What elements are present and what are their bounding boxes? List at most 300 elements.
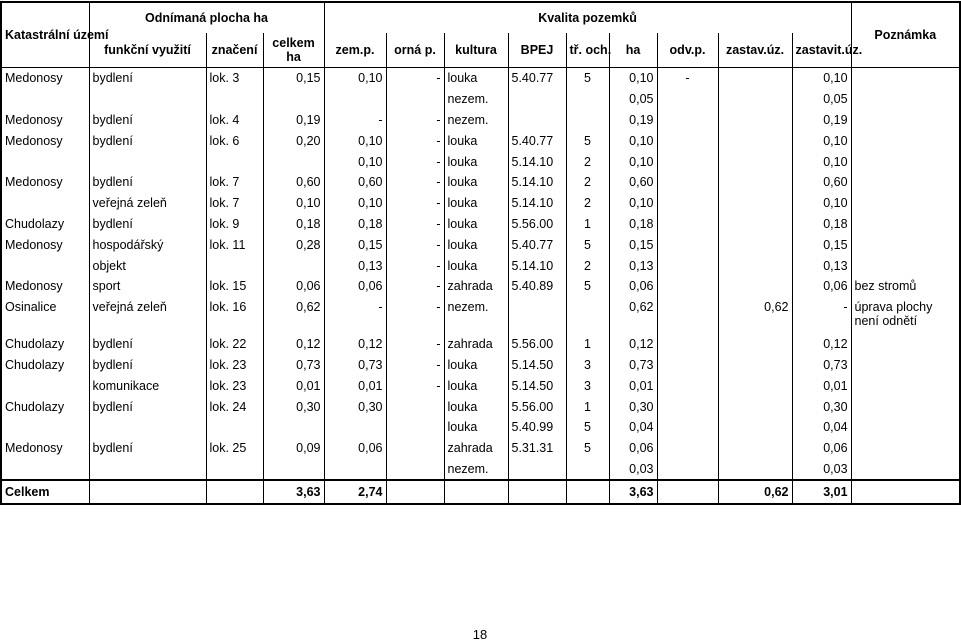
cell-funkcni-vyuziti: bydlení xyxy=(89,110,206,131)
cell-zastav-uz xyxy=(718,255,792,276)
cell-znaceni: lok. 24 xyxy=(206,396,263,417)
cell-znaceni: lok. 23 xyxy=(206,375,263,396)
cell-zastav-uz xyxy=(718,68,792,89)
cell-zastavit-uz: 0,10 xyxy=(792,68,851,89)
cell-zastavit-uz: 0,18 xyxy=(792,214,851,235)
header-funkcni-vyuziti: funkční využití xyxy=(89,33,206,68)
cell-ha: 0,06 xyxy=(609,438,657,459)
cell-kultura: louka xyxy=(444,255,508,276)
cell-zastav-uz: 0,62 xyxy=(718,297,792,334)
cell-zastav-uz xyxy=(718,396,792,417)
cell-zastav-uz xyxy=(718,459,792,481)
land-table xyxy=(0,1,961,505)
cell-ha: 0,13 xyxy=(609,255,657,276)
cell-zastav-uz xyxy=(718,355,792,376)
cell-znaceni: lok. 7 xyxy=(206,193,263,214)
cell-znaceni xyxy=(206,459,263,481)
table-row xyxy=(1,193,960,214)
total-empty xyxy=(444,480,508,504)
cell-poznamka xyxy=(851,255,960,276)
cell-tr-och: 2 xyxy=(566,193,609,214)
cell-zastav-uz xyxy=(718,438,792,459)
cell-tr-och: 3 xyxy=(566,355,609,376)
cell-odv-p xyxy=(657,417,718,438)
cell-poznamka xyxy=(851,355,960,376)
cell-katastralni-uzemi xyxy=(1,89,89,110)
cell-celkem-ha: 0,09 xyxy=(263,438,324,459)
total-celkem-ha: 3,63 xyxy=(263,480,324,504)
cell-zastav-uz xyxy=(718,417,792,438)
cell-ha: 0,10 xyxy=(609,68,657,89)
header-celkem-ha: celkem ha xyxy=(263,33,324,68)
cell-zastavit-uz: 0,15 xyxy=(792,234,851,255)
cell-kultura: zahrada xyxy=(444,276,508,297)
cell-zem-p xyxy=(324,417,386,438)
cell-zastavit-uz: 0,03 xyxy=(792,459,851,481)
cell-celkem-ha: 0,10 xyxy=(263,193,324,214)
cell-znaceni: lok. 16 xyxy=(206,297,263,334)
cell-funkcni-vyuziti xyxy=(89,417,206,438)
cell-zastavit-uz: 0,05 xyxy=(792,89,851,110)
total-zastav-uz: 0,62 xyxy=(718,480,792,504)
cell-ha: 0,10 xyxy=(609,151,657,172)
cell-funkcni-vyuziti: komunikace xyxy=(89,375,206,396)
cell-zem-p: 0,10 xyxy=(324,193,386,214)
cell-zastavit-uz: 0,60 xyxy=(792,172,851,193)
table-row xyxy=(1,355,960,376)
cell-tr-och: 2 xyxy=(566,172,609,193)
cell-kultura: louka xyxy=(444,214,508,235)
cell-orna-p: - xyxy=(386,214,444,235)
cell-zastavit-uz: 0,13 xyxy=(792,255,851,276)
cell-zem-p: 0,01 xyxy=(324,375,386,396)
header-ha: ha xyxy=(609,33,657,68)
cell-poznamka xyxy=(851,151,960,172)
table-row xyxy=(1,172,960,193)
table-row xyxy=(1,297,960,334)
cell-katastralni-uzemi xyxy=(1,375,89,396)
cell-katastralni-uzemi xyxy=(1,151,89,172)
cell-zastav-uz xyxy=(718,110,792,131)
cell-funkcni-vyuziti: bydlení xyxy=(89,172,206,193)
cell-znaceni: lok. 9 xyxy=(206,214,263,235)
cell-bpej: 5.14.50 xyxy=(508,355,566,376)
cell-odv-p xyxy=(657,297,718,334)
header-znaceni: značení xyxy=(206,33,263,68)
cell-bpej: 5.40.77 xyxy=(508,234,566,255)
cell-funkcni-vyuziti: veřejná zeleň xyxy=(89,297,206,334)
cell-funkcni-vyuziti xyxy=(89,89,206,110)
total-empty xyxy=(508,480,566,504)
cell-kultura: nezem. xyxy=(444,459,508,481)
cell-poznamka xyxy=(851,89,960,110)
cell-tr-och: 5 xyxy=(566,438,609,459)
cell-zastav-uz xyxy=(718,375,792,396)
cell-zem-p: 0,10 xyxy=(324,68,386,89)
cell-zastav-uz xyxy=(718,214,792,235)
total-empty xyxy=(566,480,609,504)
header-tr-och: tř. och. xyxy=(566,33,609,68)
header-zastavit-uz: zastavit.úz. xyxy=(792,33,851,68)
cell-ha: 0,12 xyxy=(609,334,657,355)
cell-bpej: 5.56.00 xyxy=(508,214,566,235)
cell-zastav-uz xyxy=(718,89,792,110)
cell-tr-och: 1 xyxy=(566,396,609,417)
cell-katastralni-uzemi: Medonosy xyxy=(1,234,89,255)
cell-funkcni-vyuziti: sport xyxy=(89,276,206,297)
table-row xyxy=(1,68,960,89)
cell-ha: 0,10 xyxy=(609,193,657,214)
cell-orna-p: - xyxy=(386,68,444,89)
header-zem-p: zem.p. xyxy=(324,33,386,68)
cell-zastav-uz xyxy=(718,193,792,214)
table-header xyxy=(1,2,960,68)
cell-orna-p xyxy=(386,396,444,417)
cell-funkcni-vyuziti xyxy=(89,151,206,172)
cell-znaceni: lok. 25 xyxy=(206,438,263,459)
cell-katastralni-uzemi xyxy=(1,417,89,438)
cell-orna-p: - xyxy=(386,193,444,214)
cell-funkcni-vyuziti: veřejná zeleň xyxy=(89,193,206,214)
cell-zem-p: 0,12 xyxy=(324,334,386,355)
cell-kultura: louka xyxy=(444,193,508,214)
cell-ha: 0,19 xyxy=(609,110,657,131)
total-zem-p: 2,74 xyxy=(324,480,386,504)
cell-tr-och: 5 xyxy=(566,276,609,297)
cell-katastralni-uzemi: Chudolazy xyxy=(1,355,89,376)
cell-celkem-ha xyxy=(263,89,324,110)
cell-poznamka xyxy=(851,234,960,255)
cell-odv-p xyxy=(657,396,718,417)
cell-zastav-uz xyxy=(718,334,792,355)
cell-zem-p: - xyxy=(324,110,386,131)
cell-odv-p xyxy=(657,276,718,297)
cell-zastav-uz xyxy=(718,276,792,297)
cell-katastralni-uzemi: Osinalice xyxy=(1,297,89,334)
cell-zastavit-uz: 0,12 xyxy=(792,334,851,355)
cell-poznamka xyxy=(851,172,960,193)
cell-katastralni-uzemi: Chudolazy xyxy=(1,334,89,355)
cell-poznamka xyxy=(851,396,960,417)
cell-kultura: louka xyxy=(444,355,508,376)
table-row xyxy=(1,110,960,131)
cell-znaceni: lok. 22 xyxy=(206,334,263,355)
cell-zem-p: - xyxy=(324,297,386,334)
header-zastav-uz: zastav.úz. xyxy=(718,33,792,68)
cell-kultura: louka xyxy=(444,68,508,89)
cell-celkem-ha: 0,28 xyxy=(263,234,324,255)
cell-funkcni-vyuziti xyxy=(89,459,206,481)
cell-zastav-uz xyxy=(718,151,792,172)
cell-zastav-uz xyxy=(718,234,792,255)
table-row xyxy=(1,234,960,255)
cell-tr-och: 3 xyxy=(566,375,609,396)
table-row xyxy=(1,214,960,235)
cell-tr-och xyxy=(566,89,609,110)
table-row xyxy=(1,255,960,276)
cell-zem-p xyxy=(324,459,386,481)
cell-orna-p: - xyxy=(386,255,444,276)
cell-ha: 0,15 xyxy=(609,234,657,255)
cell-orna-p: - xyxy=(386,151,444,172)
page-number: 18 xyxy=(472,627,488,642)
cell-znaceni xyxy=(206,417,263,438)
cell-celkem-ha xyxy=(263,459,324,481)
total-ha: 3,63 xyxy=(609,480,657,504)
cell-celkem-ha: 0,73 xyxy=(263,355,324,376)
cell-zem-p: 0,60 xyxy=(324,172,386,193)
total-empty xyxy=(206,480,263,504)
cell-znaceni xyxy=(206,255,263,276)
cell-zem-p: 0,15 xyxy=(324,234,386,255)
total-label: Celkem xyxy=(1,480,89,504)
cell-katastralni-uzemi xyxy=(1,459,89,481)
cell-kultura: nezem. xyxy=(444,110,508,131)
total-empty xyxy=(386,480,444,504)
cell-znaceni: lok. 15 xyxy=(206,276,263,297)
cell-orna-p xyxy=(386,417,444,438)
cell-zem-p: 0,73 xyxy=(324,355,386,376)
cell-znaceni xyxy=(206,151,263,172)
cell-odv-p: - xyxy=(657,68,718,89)
cell-bpej: 5.14.10 xyxy=(508,255,566,276)
cell-tr-och: 5 xyxy=(566,417,609,438)
cell-kultura: louka xyxy=(444,172,508,193)
cell-znaceni: lok. 4 xyxy=(206,110,263,131)
cell-poznamka xyxy=(851,459,960,481)
cell-poznamka xyxy=(851,438,960,459)
cell-poznamka xyxy=(851,417,960,438)
cell-orna-p xyxy=(386,89,444,110)
cell-poznamka xyxy=(851,375,960,396)
cell-znaceni: lok. 23 xyxy=(206,355,263,376)
table-row xyxy=(1,459,960,481)
cell-tr-och: 5 xyxy=(566,234,609,255)
cell-tr-och: 2 xyxy=(566,255,609,276)
cell-odv-p xyxy=(657,110,718,131)
cell-celkem-ha: 0,01 xyxy=(263,375,324,396)
table-row xyxy=(1,375,960,396)
cell-tr-och xyxy=(566,297,609,334)
cell-odv-p xyxy=(657,214,718,235)
header-odnimana-plocha: Odnímaná plocha ha xyxy=(89,2,324,33)
cell-odv-p xyxy=(657,334,718,355)
cell-celkem-ha xyxy=(263,417,324,438)
cell-poznamka xyxy=(851,214,960,235)
table-row xyxy=(1,438,960,459)
cell-odv-p xyxy=(657,172,718,193)
cell-ha: 0,60 xyxy=(609,172,657,193)
cell-celkem-ha: 0,18 xyxy=(263,214,324,235)
total-row xyxy=(1,480,960,504)
cell-bpej xyxy=(508,297,566,334)
cell-ha: 0,03 xyxy=(609,459,657,481)
cell-bpej xyxy=(508,459,566,481)
cell-poznamka: úprava plochy není odnětí xyxy=(851,297,960,334)
total-empty xyxy=(657,480,718,504)
cell-zem-p: 0,06 xyxy=(324,276,386,297)
cell-bpej: 5.14.50 xyxy=(508,375,566,396)
header-katastralni-uzemi: Katastrální území xyxy=(1,2,89,68)
cell-zastavit-uz: 0,06 xyxy=(792,276,851,297)
table-row xyxy=(1,89,960,110)
cell-bpej: 5.14.10 xyxy=(508,193,566,214)
cell-poznamka xyxy=(851,110,960,131)
cell-zem-p: 0,10 xyxy=(324,130,386,151)
cell-kultura: louka xyxy=(444,234,508,255)
cell-katastralni-uzemi: Medonosy xyxy=(1,172,89,193)
table-row xyxy=(1,130,960,151)
cell-poznamka xyxy=(851,68,960,89)
cell-poznamka xyxy=(851,334,960,355)
cell-celkem-ha: 0,15 xyxy=(263,68,324,89)
header-bpej: BPEJ xyxy=(508,33,566,68)
cell-znaceni: lok. 6 xyxy=(206,130,263,151)
cell-znaceni: lok. 11 xyxy=(206,234,263,255)
cell-orna-p: - xyxy=(386,276,444,297)
cell-zastavit-uz: 0,19 xyxy=(792,110,851,131)
cell-ha: 0,30 xyxy=(609,396,657,417)
cell-odv-p xyxy=(657,438,718,459)
cell-poznamka xyxy=(851,193,960,214)
cell-orna-p: - xyxy=(386,130,444,151)
cell-zem-p: 0,06 xyxy=(324,438,386,459)
cell-ha: 0,18 xyxy=(609,214,657,235)
cell-funkcni-vyuziti: bydlení xyxy=(89,130,206,151)
cell-bpej: 5.14.10 xyxy=(508,151,566,172)
cell-odv-p xyxy=(657,355,718,376)
cell-zem-p: 0,10 xyxy=(324,151,386,172)
cell-bpej: 5.31.31 xyxy=(508,438,566,459)
cell-celkem-ha: 0,62 xyxy=(263,297,324,334)
cell-kultura: zahrada xyxy=(444,334,508,355)
cell-funkcni-vyuziti: bydlení xyxy=(89,396,206,417)
table-row xyxy=(1,417,960,438)
cell-poznamka: bez stromů xyxy=(851,276,960,297)
cell-katastralni-uzemi: Medonosy xyxy=(1,68,89,89)
cell-bpej: 5.40.77 xyxy=(508,68,566,89)
cell-orna-p xyxy=(386,438,444,459)
cell-orna-p: - xyxy=(386,234,444,255)
cell-kultura: nezem. xyxy=(444,297,508,334)
cell-katastralni-uzemi: Chudolazy xyxy=(1,396,89,417)
cell-katastralni-uzemi: Medonosy xyxy=(1,130,89,151)
cell-bpej: 5.40.89 xyxy=(508,276,566,297)
cell-kultura: zahrada xyxy=(444,438,508,459)
cell-zastav-uz xyxy=(718,172,792,193)
cell-funkcni-vyuziti: bydlení xyxy=(89,334,206,355)
total-empty xyxy=(851,480,960,504)
cell-orna-p: - xyxy=(386,334,444,355)
table-body xyxy=(1,68,960,505)
cell-celkem-ha: 0,20 xyxy=(263,130,324,151)
cell-tr-och: 1 xyxy=(566,214,609,235)
cell-tr-och: 2 xyxy=(566,151,609,172)
cell-zem-p xyxy=(324,89,386,110)
cell-funkcni-vyuziti: bydlení xyxy=(89,68,206,89)
cell-tr-och: 1 xyxy=(566,334,609,355)
cell-orna-p xyxy=(386,459,444,481)
cell-tr-och xyxy=(566,459,609,481)
cell-ha: 0,05 xyxy=(609,89,657,110)
cell-zastavit-uz: - xyxy=(792,297,851,334)
cell-odv-p xyxy=(657,89,718,110)
cell-ha: 0,73 xyxy=(609,355,657,376)
cell-zastavit-uz: 0,10 xyxy=(792,130,851,151)
cell-celkem-ha: 0,60 xyxy=(263,172,324,193)
cell-katastralni-uzemi: Medonosy xyxy=(1,438,89,459)
cell-kultura: louka xyxy=(444,151,508,172)
table-row xyxy=(1,334,960,355)
cell-celkem-ha xyxy=(263,255,324,276)
cell-znaceni: lok. 3 xyxy=(206,68,263,89)
cell-celkem-ha: 0,12 xyxy=(263,334,324,355)
cell-kultura: louka xyxy=(444,396,508,417)
cell-kultura: louka xyxy=(444,417,508,438)
cell-orna-p: - xyxy=(386,375,444,396)
cell-celkem-ha: 0,30 xyxy=(263,396,324,417)
cell-zastavit-uz: 0,06 xyxy=(792,438,851,459)
cell-katastralni-uzemi: Chudolazy xyxy=(1,214,89,235)
cell-zastavit-uz: 0,10 xyxy=(792,151,851,172)
cell-odv-p xyxy=(657,459,718,481)
header-kultura: kultura xyxy=(444,33,508,68)
cell-kultura: nezem. xyxy=(444,89,508,110)
cell-zastavit-uz: 0,30 xyxy=(792,396,851,417)
cell-zastav-uz xyxy=(718,130,792,151)
total-zastavit-uz: 3,01 xyxy=(792,480,851,504)
cell-orna-p: - xyxy=(386,172,444,193)
cell-katastralni-uzemi: Medonosy xyxy=(1,276,89,297)
cell-zastavit-uz: 0,73 xyxy=(792,355,851,376)
table-row xyxy=(1,151,960,172)
cell-zem-p: 0,18 xyxy=(324,214,386,235)
header-odv-p: odv.p. xyxy=(657,33,718,68)
cell-tr-och: 5 xyxy=(566,68,609,89)
cell-katastralni-uzemi xyxy=(1,193,89,214)
cell-poznamka xyxy=(851,130,960,151)
cell-znaceni: lok. 7 xyxy=(206,172,263,193)
cell-bpej: 5.56.00 xyxy=(508,396,566,417)
cell-funkcni-vyuziti: objekt xyxy=(89,255,206,276)
cell-kultura: louka xyxy=(444,130,508,151)
cell-odv-p xyxy=(657,151,718,172)
cell-ha: 0,01 xyxy=(609,375,657,396)
cell-funkcni-vyuziti: bydlení xyxy=(89,355,206,376)
table-row xyxy=(1,396,960,417)
cell-orna-p: - xyxy=(386,297,444,334)
cell-bpej xyxy=(508,89,566,110)
cell-ha: 0,10 xyxy=(609,130,657,151)
cell-znaceni xyxy=(206,89,263,110)
cell-ha: 0,06 xyxy=(609,276,657,297)
cell-ha: 0,04 xyxy=(609,417,657,438)
cell-zastavit-uz: 0,10 xyxy=(792,193,851,214)
header-poznamka: Poznámka xyxy=(851,2,960,68)
cell-odv-p xyxy=(657,255,718,276)
cell-ha: 0,62 xyxy=(609,297,657,334)
cell-odv-p xyxy=(657,130,718,151)
cell-orna-p: - xyxy=(386,110,444,131)
cell-bpej: 5.14.10 xyxy=(508,172,566,193)
cell-odv-p xyxy=(657,193,718,214)
cell-katastralni-uzemi: Medonosy xyxy=(1,110,89,131)
cell-tr-och xyxy=(566,110,609,131)
cell-tr-och: 5 xyxy=(566,130,609,151)
cell-celkem-ha: 0,06 xyxy=(263,276,324,297)
header-orna-p: orná p. xyxy=(386,33,444,68)
cell-zastavit-uz: 0,01 xyxy=(792,375,851,396)
